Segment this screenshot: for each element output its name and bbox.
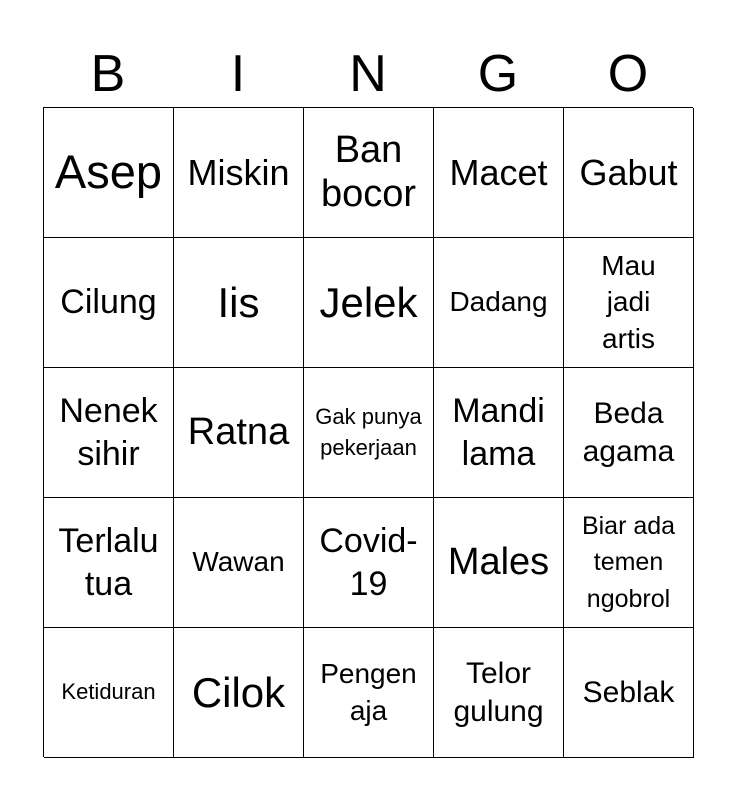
bingo-cell-3-1[interactable]: [44, 368, 174, 498]
bingo-cell-3-5[interactable]: [564, 368, 694, 498]
bingo-cell-3-2[interactable]: [174, 368, 304, 498]
bingo-cell-5-2[interactable]: [174, 628, 304, 758]
bingo-cell-5-5[interactable]: [564, 628, 694, 758]
cell-text: Terlalu tua: [58, 522, 159, 603]
bingo-cell-2-1[interactable]: [44, 238, 174, 368]
header-letter-n: N: [349, 45, 387, 103]
cell-text: Asep: [54, 145, 163, 199]
bingo-cell-1-1[interactable]: [44, 108, 174, 238]
bingo-cell-1-3[interactable]: [304, 108, 434, 238]
bingo-cell-1-5[interactable]: [564, 108, 694, 238]
cell-text: Miskin: [187, 151, 290, 193]
bingo-cell-1-2[interactable]: [174, 108, 304, 238]
cell-text: Cilok: [191, 668, 286, 716]
cell-text: Dadang: [449, 286, 548, 318]
cell-text: Covid-19: [319, 522, 418, 603]
cell-text: Gak punya pekerjaan: [315, 403, 422, 460]
cell-text: Iis: [217, 278, 260, 326]
bingo-header: [43, 40, 693, 108]
cell-text: Ban bocor: [320, 128, 417, 215]
cell-text: Seblak: [582, 675, 675, 709]
bingo-cell-4-3[interactable]: [304, 498, 434, 628]
cell-text: Ratna: [187, 410, 290, 453]
bingo-cell-5-1[interactable]: [44, 628, 174, 758]
cell-text: Pengen aja: [320, 658, 417, 726]
cell-text: Mandi lama: [452, 392, 545, 473]
cell-text: Beda agama: [582, 397, 675, 468]
bingo-cell-3-3[interactable]: [304, 368, 434, 498]
bingo-cell-1-4[interactable]: [434, 108, 564, 238]
bingo-cell-2-5[interactable]: [564, 238, 694, 368]
bingo-cell-2-3[interactable]: [304, 238, 434, 368]
bingo-cell-2-4[interactable]: [434, 238, 564, 368]
bingo-cell-5-3[interactable]: [304, 628, 434, 758]
bingo-cell-2-2[interactable]: [174, 238, 304, 368]
cell-text: Cilung: [60, 283, 157, 322]
bingo-cell-4-2[interactable]: [174, 498, 304, 628]
bingo-cell-3-4[interactable]: [434, 368, 564, 498]
bingo-board: [43, 107, 693, 757]
cell-text: Nenek sihir: [59, 392, 158, 473]
cell-text: Jelek: [319, 278, 418, 326]
cell-text: Biar ada temen ngobrol: [581, 512, 676, 613]
cell-text: Telor gulung: [453, 657, 544, 728]
cell-text: Mau jadi artis: [601, 249, 656, 354]
cell-text: Wawan: [192, 546, 285, 578]
bingo-cell-4-5[interactable]: [564, 498, 694, 628]
cell-text: Macet: [449, 151, 548, 193]
header-letter-b: B: [90, 45, 126, 103]
bingo-cell-4-4[interactable]: [434, 498, 564, 628]
header-letter-i: I: [230, 45, 246, 103]
cell-text: Ketiduran: [61, 679, 156, 705]
header-letter-o: O: [607, 45, 649, 103]
cell-text: Gabut: [579, 151, 678, 193]
bingo-cell-5-4[interactable]: [434, 628, 564, 758]
cell-text: Males: [447, 540, 550, 583]
bingo-cell-4-1[interactable]: [44, 498, 174, 628]
header-letter-g: G: [477, 45, 519, 103]
